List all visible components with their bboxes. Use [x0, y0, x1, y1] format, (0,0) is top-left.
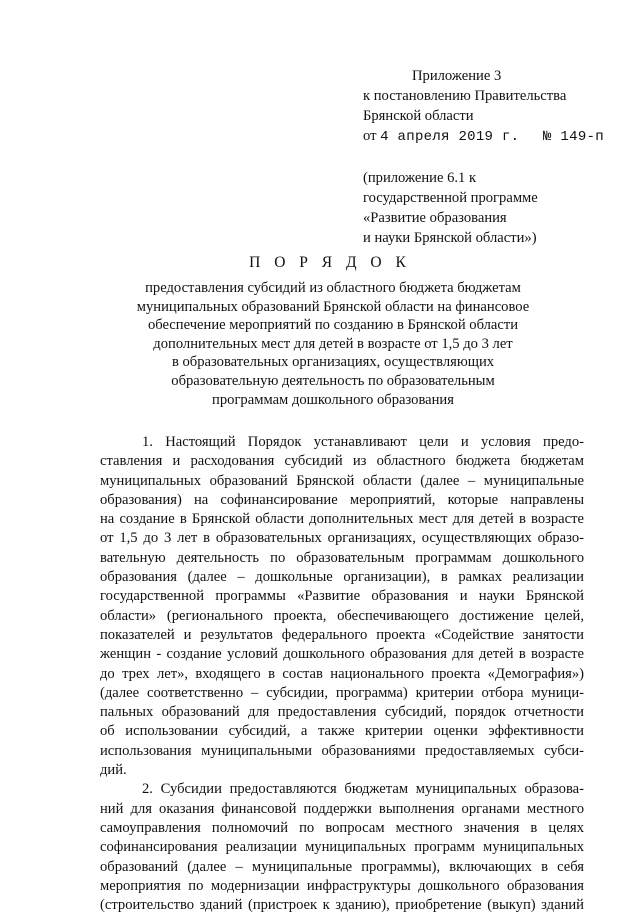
paragraph-line: от 1,5 до 3 лет в образовательных организациях, осуществляющих образо-: [100, 530, 584, 547]
date-value: 4 апреля 2019 г.: [380, 129, 520, 145]
paragraph-line: пальных образований для предоставления субсидий, порядок отчетности: [100, 704, 584, 721]
appendix-sub-line: государственной программе: [363, 190, 538, 206]
paragraph-line: на создание в Брянской области дополнительных мест для детей в возрасте: [100, 511, 584, 528]
subtitle-line: программам дошкольного образования: [212, 391, 454, 408]
appendix-region: Брянской области: [363, 108, 474, 124]
paragraph-line: софинансирования реализации муниципальных программ муниципальных: [100, 839, 584, 856]
paragraph-line: образования (далее – дошкольные организации), в рамках реализации: [100, 569, 584, 586]
paragraph-line: государственной программы «Развитие образования и науки Брянской: [100, 588, 584, 605]
paragraph-1: [100, 433, 584, 780]
paragraph-line: женщин - создание условий дошкольного образования для детей в возрасте: [100, 646, 584, 663]
paragraph-line: (строительство зданий (пристроек к зданию), приобретение (выкуп) зданий: [100, 897, 584, 914]
paragraph-line: области» (регионального проекта, обеспечивающего достижение целей,: [100, 607, 584, 624]
paragraph-line: использования муниципальными образованиями предоставляемых субси-: [100, 742, 584, 759]
paragraph-line: (далее соответственно – субсидии, программа) критерии отбора муници-: [100, 684, 584, 701]
paragraph-line: образования) на софинансирование мероприятий, которые направлены: [100, 491, 584, 508]
subtitle-line: обеспечение мероприятий по созданию в Брянской области: [147, 317, 519, 334]
paragraph-line: дий.: [100, 762, 127, 779]
paragraph-line: самоуправления полномочий по вопросам местного значения в целях: [100, 819, 584, 836]
paragraph-line: об использовании субсидий, а также критерии оценки эффективности: [100, 723, 584, 740]
date-prefix: от: [363, 128, 377, 144]
subtitle-line: образовательную деятельность по образовательным: [171, 372, 495, 389]
appendix-resolution: к постановлению Правительства: [363, 88, 567, 104]
subtitle-line: предоставления субсидий из областного бюджета бюджетам: [145, 280, 521, 296]
appendix-sub-line: и науки Брянской области»): [363, 230, 537, 246]
paragraph-line: 1. Настоящий Порядок устанавливают цели и условия предо-: [142, 434, 584, 450]
resolution-number: № 149-п: [543, 129, 604, 145]
paragraph-line: образований (далее – муниципальные программы), включающих в себя: [100, 858, 584, 875]
paragraph-line: вательную деятельность по образовательным программам дошкольного: [100, 549, 584, 566]
appendix-sub-line: (приложение 6.1 к: [363, 170, 477, 186]
paragraph-line: показателей и результатов федерального проекта «Содействие занятости: [100, 626, 584, 643]
subtitle-line: в образовательных организациях, осуществляющих: [171, 354, 495, 371]
paragraph-line: ний для оказания финансовой поддержки выполнения органами местного: [100, 800, 584, 817]
appendix-header: [363, 66, 623, 248]
paragraph-line: муниципальных образований Брянской области (далее – муниципальные: [100, 472, 584, 489]
document-title: П О Р Я Д О К: [249, 254, 411, 271]
appendix-sub-line: «Развитие образования: [363, 210, 507, 226]
subtitle-line: дополнительных мест для детей в возрасте от 1,5 до 3 лет: [153, 335, 513, 352]
subtitle-line: муниципальных образований Брянской области на финансовое: [136, 298, 530, 315]
paragraph-line: ставления и расходования субсидий из областного бюджета бюджетам: [100, 453, 584, 470]
appendix-number: Приложение 3: [412, 68, 502, 84]
paragraph-line: мероприятия по модернизации инфраструктуры дошкольного образования: [100, 877, 584, 894]
document-subtitle: [110, 279, 556, 409]
document-body: [100, 433, 584, 915]
paragraph-line: до трех лет», входящего в состав национального проекта «Демография»): [100, 665, 584, 682]
paragraph-2: [100, 780, 584, 915]
paragraph-line: 2. Субсидии предоставляются бюджетам муниципальных образова-: [142, 781, 584, 798]
appendix-date-line: [363, 126, 623, 147]
